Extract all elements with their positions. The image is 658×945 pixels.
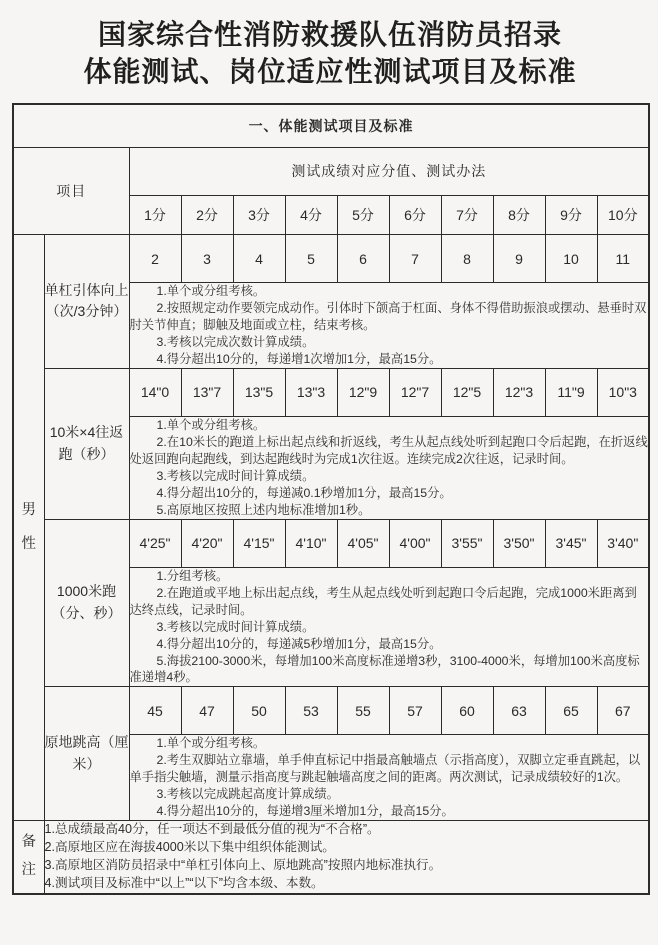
value-cell: 55: [337, 687, 389, 735]
value-cell: 67: [597, 687, 649, 735]
method-step: 2.在跑道或平地上标出起点线，考生从起点线处听到起跑口令后起跑，完成1000米距离到达终点线，记录时间。: [129, 585, 637, 617]
table-header-row: [13, 148, 649, 196]
test-name-shuttle: 10米×4往返跑（秒）: [44, 368, 129, 519]
method-step: 5.高原地区按照上述内地标准增加1秒。: [156, 502, 371, 517]
value-cell: 13"7: [181, 368, 233, 416]
pullup-values-row: [13, 235, 649, 283]
value-cell: 8: [441, 235, 493, 283]
value-cell: 3'55": [441, 519, 493, 567]
value-cell: 3: [181, 235, 233, 283]
remark-item: 4.测试项目及标准中“以上”“以下”均含本级、本数。: [44, 875, 324, 890]
value-cell: 13"5: [233, 368, 285, 416]
remarks-row: [13, 821, 649, 894]
score-header-cell: 测试成绩对应分值、测试办法: [129, 148, 649, 196]
value-cell: 10: [545, 235, 597, 283]
value-cell: 12"3: [493, 368, 545, 416]
score-col-header: 4分: [285, 195, 337, 234]
section-header: 一、体能测试项目及标准: [13, 104, 649, 148]
value-cell: 11: [597, 235, 649, 283]
value-cell: 3'50": [493, 519, 545, 567]
gender-cell: [13, 235, 44, 821]
document-title-line1: 国家综合性消防救援队伍消防员招录: [97, 19, 562, 50]
method-step: 2.考生双脚站立靠墙，单手伸直标记中指最高触墙点（示指高度），双脚立定垂直跳起，以单手指尖触墙，测量示指高度与跳起触墙高度之间的距离。两次测试，记录成绩较好的1次。: [129, 753, 641, 785]
method-step: 3.考核以完成时间计算成绩。: [156, 619, 315, 634]
method-step: 1.分组考核。: [156, 568, 229, 583]
method-cell-jump: [129, 735, 649, 821]
value-cell: 50: [233, 687, 285, 735]
value-cell: 63: [493, 687, 545, 735]
value-cell: 12"5: [441, 368, 493, 416]
score-col-header: 1分: [129, 195, 181, 234]
value-cell: 12"9: [337, 368, 389, 416]
value-cell: 3'45": [545, 519, 597, 567]
score-col-header: 5分: [337, 195, 389, 234]
project-header-cell: 项目: [13, 148, 129, 235]
score-col-header: 8分: [493, 195, 545, 234]
value-cell: 9: [493, 235, 545, 283]
value-cell: 65: [545, 687, 597, 735]
value-cell: 11"9: [545, 368, 597, 416]
value-cell: 47: [181, 687, 233, 735]
value-cell: 7: [389, 235, 441, 283]
value-cell: 4'25": [129, 519, 181, 567]
shuttle-values-row: [13, 368, 649, 416]
score-col-header: 7分: [441, 195, 493, 234]
value-cell: 5: [285, 235, 337, 283]
score-col-header: 2分: [181, 195, 233, 234]
value-cell: 10"3: [597, 368, 649, 416]
value-cell: 4: [233, 235, 285, 283]
score-col-header: 3分: [233, 195, 285, 234]
method-step: 3.考核以完成跳起高度计算成绩。: [156, 787, 339, 802]
section-header-row: [13, 104, 649, 148]
value-cell: 4'10": [285, 519, 337, 567]
method-step: 2.按照规定动作要领完成动作。引体时下颌高于杠面、身体不得借助振浪或摆动、悬垂时双肘关节伸直；脚触及地面或立柱，结束考核。: [129, 300, 647, 332]
value-cell: 3'40": [597, 519, 649, 567]
method-cell-shuttle: [129, 416, 649, 519]
document-title: [12, 16, 648, 90]
value-cell: 4'05": [337, 519, 389, 567]
method-step: 2.在10米长的跑道上标出起点线和折返线，考生从起点线处听到起跑口令后起跑，在折返线处返回跑向起跑线，到达起跑线时为完成1次往返。连续完成2次往返，记录时间。: [129, 434, 648, 466]
method-step: 1.单个或分组考核。: [156, 284, 266, 298]
standards-table: [12, 103, 650, 895]
score-col-header: 10分: [597, 195, 649, 234]
test-name-pullup: 单杠引体向上（次/3分钟）: [44, 235, 129, 369]
method-step: 4.得分超出10分的，每递减5秒增加1分，最高15分。: [156, 636, 442, 651]
value-cell: 60: [441, 687, 493, 735]
remarks-label: 备注: [21, 834, 36, 879]
value-cell: 12"7: [389, 368, 441, 416]
method-step: 3.考核以完成次数计算成绩。: [156, 334, 315, 349]
value-cell: 57: [389, 687, 441, 735]
method-step: 5.海拔2100-3000米，每增加100米高度标准递增3秒，3100-4000米，每增加100米高度标准递增4秒。: [129, 653, 640, 685]
method-step: 1.单个或分组考核。: [156, 736, 266, 751]
score-col-header: 9分: [545, 195, 597, 234]
value-cell: 14"0: [129, 368, 181, 416]
value-cell: 6: [337, 235, 389, 283]
value-cell: 13"3: [285, 368, 337, 416]
method-step: 4.得分超出10分的，每递减0.1秒增加1分，最高15分。: [156, 485, 452, 500]
remarks-label-cell: [13, 821, 44, 894]
remarks-cell: [44, 821, 649, 894]
method-cell-pullup: [129, 283, 649, 369]
value-cell: 45: [129, 687, 181, 735]
value-cell: 53: [285, 687, 337, 735]
method-step: 3.考核以完成时间计算成绩。: [156, 468, 315, 483]
remark-item: 1.总成绩最高40分，任一项达不到最低分值的视为“不合格”。: [44, 822, 380, 837]
method-step: 4.得分超出10分的，每递增1次增加1分，最高15分。: [156, 351, 442, 366]
method-cell-1000m: [129, 567, 649, 687]
value-cell: 4'15": [233, 519, 285, 567]
remark-item: 3.高原地区消防员招录中“单杠引体向上、原地跳高”按照内地标准执行。: [44, 858, 442, 873]
value-cell: 4'20": [181, 519, 233, 567]
method-step: 4.得分超出10分的，每递增3厘米增加1分，最高15分。: [156, 804, 454, 819]
remark-item: 2.高原地区应在海拔4000米以下集中组织体能测试。: [44, 840, 335, 855]
method-step: 1.单个或分组考核。: [156, 417, 266, 432]
score-col-header: 6分: [389, 195, 441, 234]
run1000-values-row: [13, 519, 649, 567]
jump-values-row: [13, 687, 649, 735]
value-cell: 2: [129, 235, 181, 283]
document-title-line2: 体能测试、岗位适应性测试项目及标准: [83, 56, 577, 87]
value-cell: 4'00": [389, 519, 441, 567]
gender-label: 男性: [21, 502, 36, 552]
test-name-jump: 原地跳高（厘米）: [44, 687, 129, 821]
test-name-1000m: 1000米跑（分、秒）: [44, 519, 129, 687]
